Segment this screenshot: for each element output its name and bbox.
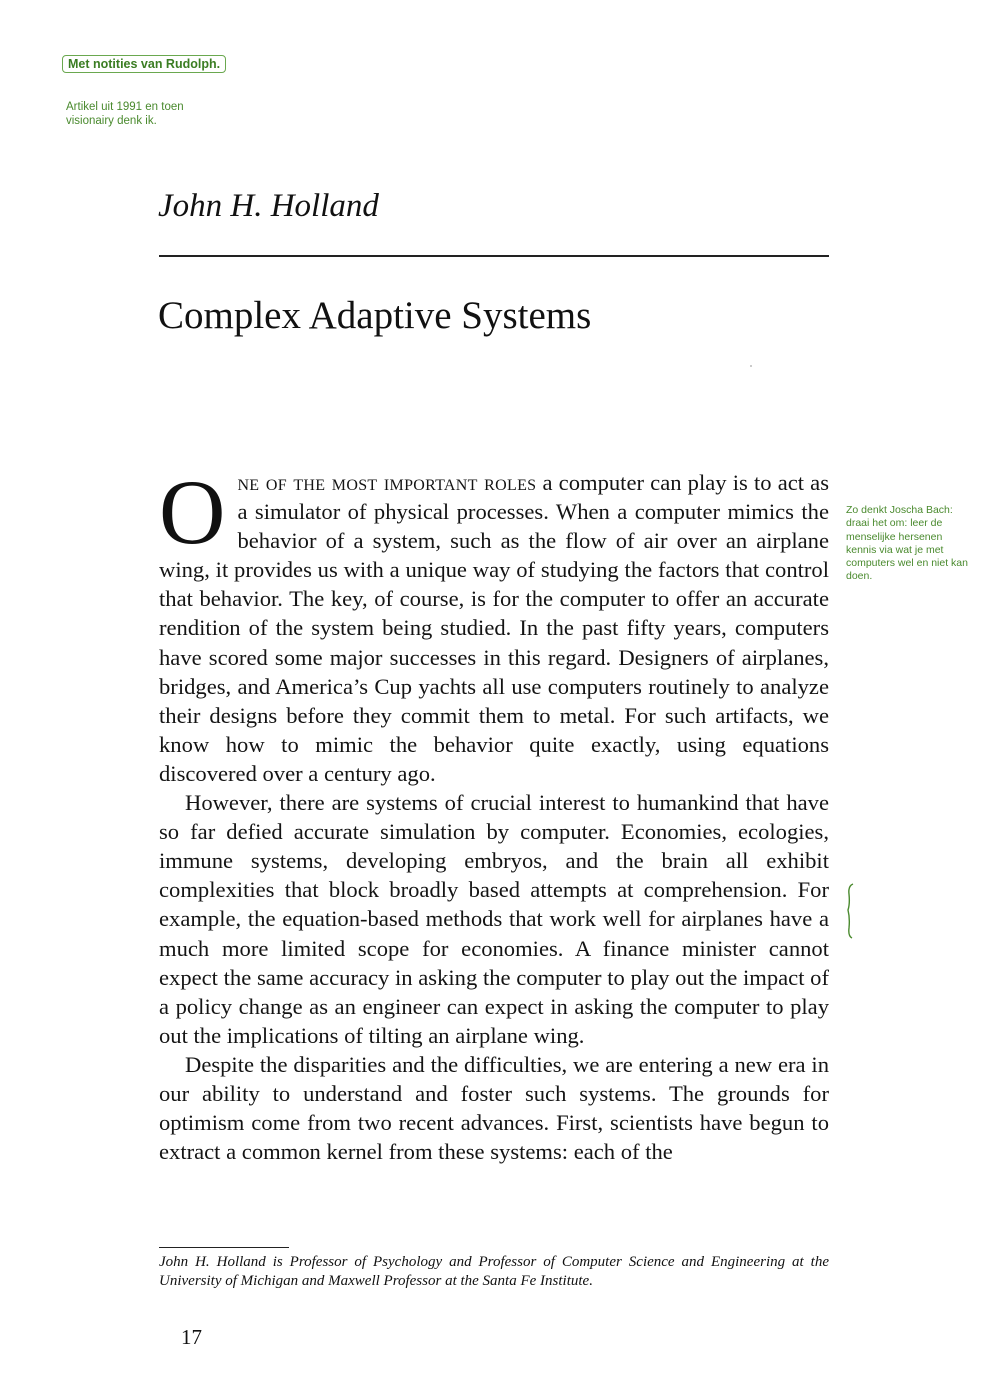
paragraph-1 [159, 461, 829, 788]
paragraph-1-text: a computer can play is to act as a simulator of physical processes. When a computer mimics the behavior of a system, such as the flow of air over an airplane wing, it provides us with a unique way of studying the factors that control that behavior. The key, of course, is for the computer to offer an accurate rendition of the system being studied. In the past fifty years, computers have scored some major successes in this regard. Designers of airplanes, bridges, and America’s Cup yachts all use computers routinely to analyze their designs before they commit them to metal. For such artifacts, we know how to mimic the behavior quite exactly, using equations discovered over a century ago. [159, 470, 829, 786]
annotation-margin-note[interactable]: Zo denkt Joscha Bach: draai het om: leer de menselijke hersenen kennis via wat je met computers wel en niet kan doen. [846, 504, 968, 583]
scan-speck [750, 365, 752, 367]
lead-in: ne of the most important roles [237, 470, 537, 495]
page-number: 17 [181, 1325, 202, 1349]
drop-cap: O [159, 461, 226, 563]
annotation-note-top[interactable]: Artikel uit 1991 en toen visionairy denk ik. [66, 101, 184, 127]
footnote: John H. Holland is Professor of Psychology and Professor of Computer Science and Engineering at the University of Michigan and Maxwell Professor at the Santa Fe Institute. [159, 1254, 829, 1289]
title-divider [159, 255, 829, 257]
margin-bracket-mark [844, 882, 858, 940]
paragraph-3: Despite the disparities and the difficulties, we are entering a new era in our ability to understand and foster such systems. The grounds for optimism come from two recent advances. First, scientists have begun to extract a common kernel from these systems: each of the [159, 1051, 829, 1165]
article-title: Complex Adaptive Systems [158, 294, 592, 337]
footnote-divider [159, 1247, 289, 1248]
annotation-tag[interactable]: Met notities van Rudolph. [62, 55, 226, 73]
author-name: John H. Holland [158, 188, 379, 224]
paragraph-2: However, there are systems of crucial interest to humankind that have so far defied accurate simulation by computer. Economies, ecologies, immune systems, developing embryos, and the brain all exhibit complexities that block broadly based attempts at comprehension. For example, the equation-based methods that work well for airplanes have a much more limited scope for economies. A finance minister cannot expect the same accuracy in asking the computer to play out the impact of a policy change as an engineer can expect in asking the computer to play out the implications of tilting an airplane wing. [159, 790, 829, 1048]
article-body [159, 461, 829, 1166]
